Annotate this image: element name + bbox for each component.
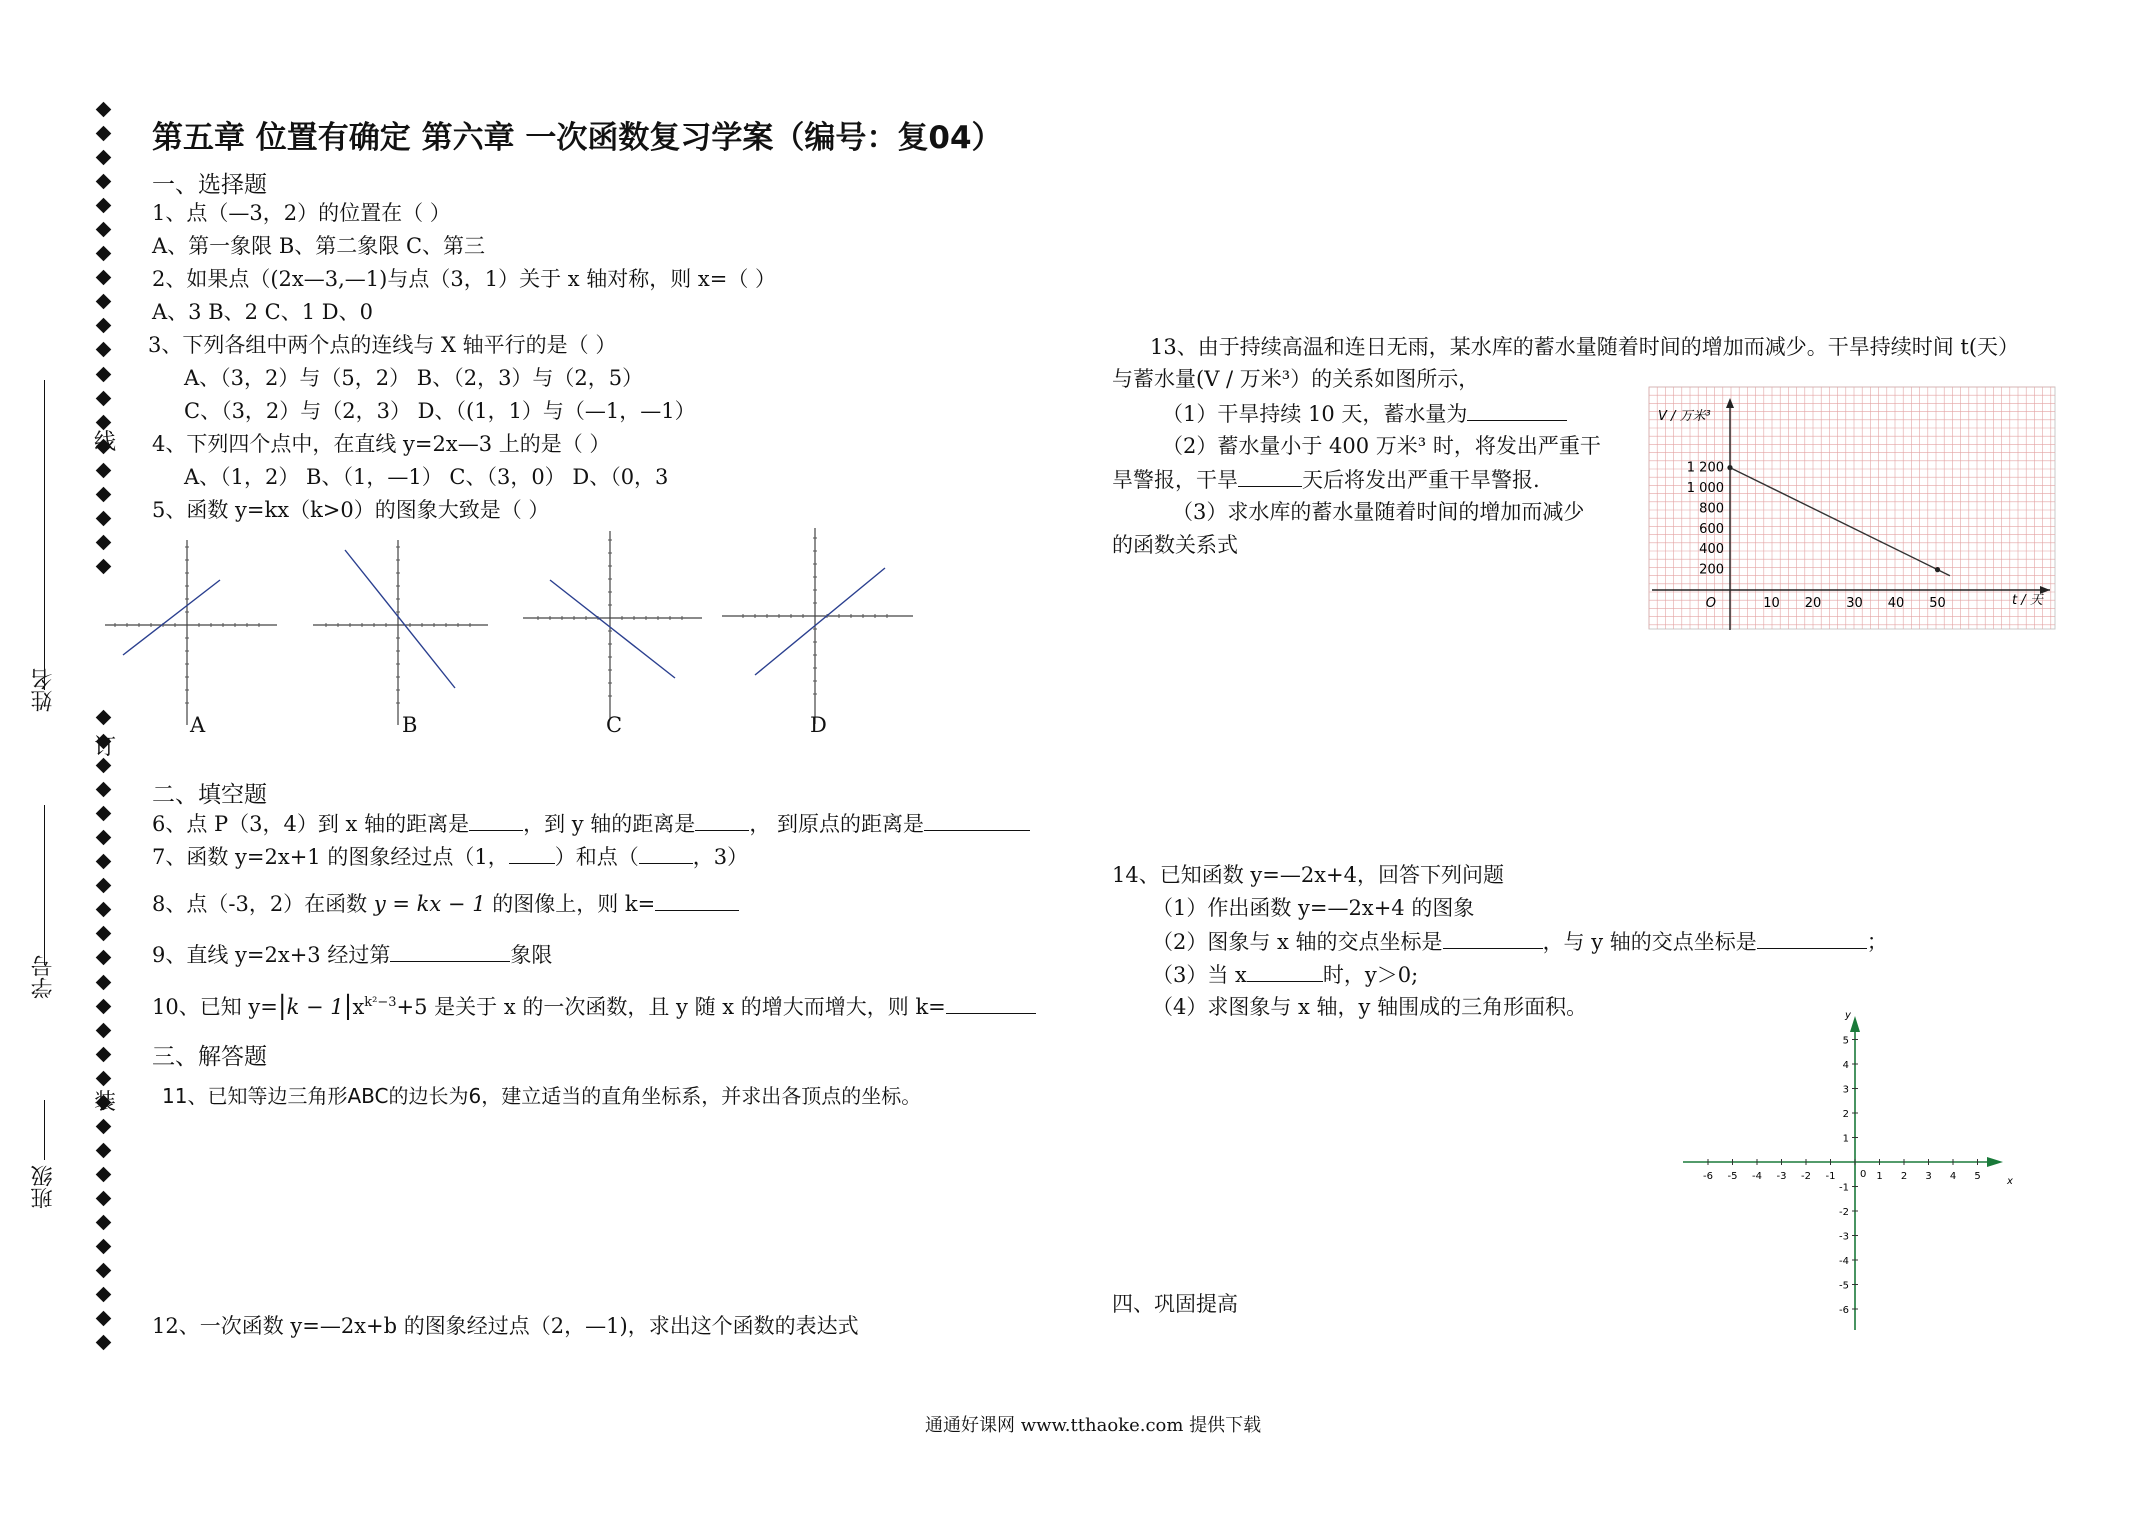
q14-x-tick-label: -4 <box>1752 1171 1762 1182</box>
q14-y-tick-label: -5 <box>1839 1280 1849 1292</box>
chart-x-tick-label: 50 <box>1929 596 1946 611</box>
chart-y-tick-label: 800 <box>1699 501 1724 517</box>
q14-y-tick-label: -3 <box>1839 1231 1849 1243</box>
q7-part-a: 7、函数 y=2x+1 的图象经过点（1， <box>152 845 509 869</box>
binding-diamond <box>95 486 111 502</box>
q14-x-tick-label: 1 <box>1876 1171 1883 1182</box>
q14-x-tick-label: -6 <box>1703 1171 1713 1182</box>
q14-p2-tail: ； <box>1866 930 1888 954</box>
q14-part4: （4）求图象与 x 轴，y 轴围成的三角形面积。 <box>1152 995 1588 1019</box>
binding-diamond <box>95 854 111 870</box>
binding-diamond <box>95 998 111 1014</box>
chart-y-tick-label: 200 <box>1699 562 1724 578</box>
chart-origin-label: O <box>1705 596 1716 611</box>
q7-part-b: ）和点（ <box>554 845 639 869</box>
binding-diamond <box>95 1239 111 1255</box>
binding-diamonds-top <box>92 104 117 585</box>
binding-diamond <box>95 318 111 334</box>
q13-p1-text: （1）干旱持续 10 天，蓄水量为 <box>1162 402 1468 426</box>
section4-heading: 四、巩固提高 <box>1112 1292 1238 1316</box>
q10-exponent: k²−3 <box>364 995 397 1010</box>
section1-heading: 一、选择题 <box>152 172 267 198</box>
binding-diamond <box>95 222 111 238</box>
chart-x-tick-label: 30 <box>1846 596 1863 611</box>
abs-bar-left: | <box>277 991 287 1021</box>
q4-options: A、（1，2） B、（1，—1） C、（3，0） D、（0，3 <box>184 465 669 489</box>
q13-part3b: 的函数关系式 <box>1112 533 1238 557</box>
q14-blank-3[interactable] <box>1247 961 1323 982</box>
q5-graph-line <box>550 580 675 678</box>
q13-p2-tail: 天后将发出严重干旱警报. <box>1302 468 1540 492</box>
chart-point-end <box>1935 567 1940 572</box>
q13-blank-1[interactable] <box>1467 400 1567 421</box>
q14-x-arrow <box>1987 1157 2003 1167</box>
chart-y-tick-label: 600 <box>1699 521 1724 537</box>
q13-line1: 13、由于持续高温和连日无雨，某水库的蓄水量随着时间的增加而减少。干旱持续时间 t(天） <box>1150 335 2020 359</box>
q1: 1、点（—3，2）的位置在（ ） <box>152 201 451 225</box>
binding-diamond <box>95 1263 111 1279</box>
binding-label-ding: 订 <box>94 735 117 760</box>
binding-diamond <box>95 126 111 142</box>
q14-x-tick-label: 4 <box>1949 1171 1957 1182</box>
student-no-line <box>44 805 45 965</box>
q1-options: A、第一象限 B、第二象限 C、第三 <box>152 234 486 258</box>
q14-p2-mid: ，与 y 轴的交点坐标是 <box>1542 930 1757 954</box>
q6-part-c: ， 到原点的距离是 <box>749 812 924 836</box>
q7-blank-1[interactable] <box>509 843 555 864</box>
q14-part1: （1）作出函数 y=—2x+4 的图象 <box>1152 896 1475 920</box>
q3-options-1: A、（3，2）与（5，2） B、（2，3）与（2，5） <box>184 366 644 390</box>
q5-graph-line <box>755 568 885 675</box>
q9-part-b: 象限 <box>510 943 553 967</box>
q14-y-tick-label: -6 <box>1839 1305 1849 1316</box>
q8-part-a: 8、点（-3，2）在函数 <box>152 892 368 916</box>
q14-x-label: x <box>2007 1176 2013 1187</box>
binding-diamond <box>95 950 111 966</box>
binding-diamond <box>95 806 111 822</box>
q13-part2a: （2）蓄水量小于 400 万米³ 时，将发出严重干 <box>1162 434 1601 458</box>
q8-expression: y = kx − 1 <box>373 892 486 916</box>
q14-y-tick-label: 2 <box>1842 1109 1849 1120</box>
binding-diamond <box>95 174 111 190</box>
q5-label-c: C <box>606 713 623 737</box>
q14-x-tick-label: -5 <box>1727 1171 1738 1182</box>
section3-heading: 三、解答题 <box>152 1044 267 1070</box>
chart-y-axis-label: V / 万米³ <box>1658 409 1711 424</box>
binding-diamond <box>95 1191 111 1207</box>
binding-diamond <box>95 246 111 262</box>
q13-p2-text: 旱警报，干旱 <box>1112 468 1238 492</box>
q12: 12、一次函数 y=—2x+b 的图象经过点（2，—1)，求出这个函数的表达式 <box>152 1314 859 1338</box>
q14-x-tick-label: -3 <box>1776 1171 1787 1182</box>
q14-blank-2[interactable] <box>1757 928 1867 949</box>
binding-diamond <box>95 270 111 286</box>
binding-diamond <box>95 1143 111 1159</box>
q14-y-tick-label: -4 <box>1839 1256 1849 1267</box>
binding-diamond <box>95 198 111 214</box>
binding-diamond <box>95 878 111 894</box>
q14-y-tick-label: 3 <box>1842 1084 1849 1096</box>
q14-y-tick-label: -2 <box>1839 1207 1849 1218</box>
binding-diamond <box>95 974 111 990</box>
q8-blank[interactable] <box>655 890 739 911</box>
q4: 4、下列四个点中，在直线 y=2x—3 上的是（ ） <box>152 432 611 456</box>
q5-label-b: B <box>402 713 418 737</box>
q11: 11、已知等边三角形ABC的边长为6，建立适当的直角坐标系，并求出各顶点的坐标。 <box>162 1084 922 1108</box>
q9-blank[interactable] <box>390 941 510 962</box>
q14-y-tick-label: 1 <box>1842 1133 1849 1145</box>
q6-part-a: 6、点 P（3，4）到 x 轴的距离是 <box>152 812 470 836</box>
binding-diamond <box>95 390 111 406</box>
binding-diamonds-bottom <box>92 712 117 1361</box>
q7 <box>152 843 748 870</box>
binding-diamond <box>95 1215 111 1231</box>
q5-label-a: A <box>190 713 206 737</box>
q5: 5、函数 y=kx（k>0）的图象大致是（ ） <box>152 498 550 522</box>
q13-part3a: （3）求水库的蓄水量随着时间的增加而减少 <box>1172 500 1585 524</box>
q14-x-tick-label: 5 <box>1974 1171 1981 1182</box>
q14-y-tick-label: -1 <box>1839 1182 1849 1194</box>
q14-p3-text: （3）当 x <box>1152 963 1247 987</box>
q14-origin-label: 0 <box>1860 1169 1867 1180</box>
chart-point-start <box>1727 465 1732 470</box>
q5-graph-line <box>123 580 220 655</box>
binding-diamond <box>95 150 111 166</box>
student-no-label: 学号 <box>31 955 56 999</box>
binding-diamond <box>95 1287 111 1303</box>
q6 <box>152 810 1030 837</box>
q14-p3-tail: 时，y＞0; <box>1322 963 1419 987</box>
q14-y-tick-label: 5 <box>1842 1035 1849 1047</box>
binding-label-xian: 线 <box>94 430 117 455</box>
binding-diamond <box>95 102 111 118</box>
binding-diamond <box>95 1311 111 1327</box>
binding-diamond <box>95 1335 111 1351</box>
name-line <box>44 380 45 690</box>
binding-diamond <box>95 1046 111 1062</box>
q3-options-2: C、（3，2）与（2，3） D、（(1，1）与（—1，—1） <box>184 399 696 423</box>
q13-part2b <box>1112 466 1540 493</box>
binding-diamond <box>95 830 111 846</box>
binding-diamond <box>95 1070 111 1086</box>
binding-diamond <box>95 462 111 478</box>
q13-line2: 与蓄水量(V / 万米³）的关系如图所示， <box>1112 367 1480 391</box>
q13-chart <box>1648 386 2058 632</box>
q7-part-c: ，3） <box>692 845 749 869</box>
footer: 通通好课网 www.tthaoke.com 提供下载 <box>925 1415 1262 1436</box>
binding-diamond <box>95 342 111 358</box>
name-label: 姓名 <box>31 668 56 712</box>
q14-x-tick-label: 2 <box>1900 1171 1908 1182</box>
q2-options: A、3 B、2 C、1 D、0 <box>152 300 373 324</box>
q10-part-a: 10、已知 y= <box>152 995 278 1019</box>
binding-diamond <box>95 926 111 942</box>
binding-diamond <box>95 1119 111 1135</box>
q6-part-b: ，到 y 轴的距离是 <box>523 812 696 836</box>
binding-diamond <box>95 511 111 527</box>
q3: 3、下列各组中两个点的连线与 X 轴平行的是（ ） <box>148 333 617 357</box>
q7-blank-2[interactable] <box>639 843 693 864</box>
abs-bar-right: | <box>343 991 353 1021</box>
binding-label-zhuang: 装 <box>94 1090 117 1115</box>
q9 <box>152 941 552 968</box>
q14-x-tick-label: -2 <box>1801 1171 1811 1182</box>
chart-y-tick-label: 1 000 <box>1686 481 1724 496</box>
q14-x-tick-label: -1 <box>1825 1171 1836 1182</box>
q14-x-tick-label: 3 <box>1925 1171 1932 1182</box>
binding-diamond <box>95 782 111 798</box>
chart-x-axis-label: t / 天 <box>2012 593 2043 608</box>
chart-y-tick-label: 400 <box>1699 542 1724 558</box>
binding-diamond <box>95 902 111 918</box>
q8 <box>152 890 739 917</box>
q13-blank-2[interactable] <box>1238 466 1302 487</box>
binding-diamond <box>95 1022 111 1038</box>
q10-part-b: +5 是关于 x 的一次函数，且 y 随 x 的增大而增大，则 k= <box>396 995 946 1019</box>
chart-x-tick-label: 40 <box>1887 596 1905 611</box>
q5-graphs <box>105 528 935 738</box>
q13-part1 <box>1162 400 1567 427</box>
class-line <box>44 1100 45 1160</box>
q14-blank-1[interactable] <box>1443 928 1543 949</box>
binding-diamond <box>95 294 111 310</box>
q6-blank-3[interactable] <box>924 810 1030 831</box>
q14-p2-text: （2）图象与 x 轴的交点坐标是 <box>1152 930 1443 954</box>
q14-part3 <box>1152 961 1418 988</box>
page-title: 第五章 位置有确定 第六章 一次函数复习学案（编号：复04） <box>152 120 1003 156</box>
q14-axes <box>1675 1010 2015 1345</box>
chart-y-tick-label: 1 200 <box>1686 460 1724 476</box>
q14-y-arrow <box>1850 1016 1860 1032</box>
q14-part2 <box>1152 928 1888 955</box>
q6-blank-1[interactable] <box>469 810 523 831</box>
chart-x-tick-label: 20 <box>1804 596 1822 611</box>
q14-intro: 14、已知函数 y=—2x+4，回答下列问题 <box>1112 863 1505 887</box>
q10 <box>152 990 1036 1020</box>
q10-x: x <box>352 995 365 1019</box>
q14-y-tick-label: 4 <box>1842 1060 1849 1071</box>
q8-part-b: 的图像上，则 k= <box>492 892 656 916</box>
q5-graph-line <box>345 550 455 688</box>
q10-blank[interactable] <box>946 993 1036 1014</box>
q5-label-d: D <box>810 713 827 737</box>
class-label: 班级 <box>31 1165 56 1209</box>
binding-diamond <box>95 1167 111 1183</box>
q14-y-label: y <box>1845 1010 1851 1021</box>
q6-blank-2[interactable] <box>695 810 749 831</box>
chart-x-tick-label: 10 <box>1763 596 1780 611</box>
q10-abs-expr: k − 1 <box>286 995 344 1019</box>
q9-part-a: 9、直线 y=2x+3 经过第 <box>152 943 391 967</box>
q2: 2、如果点（(2x—3,—1)与点（3，1）关于 x 轴对称，则 x=（ ） <box>152 267 777 291</box>
binding-diamond <box>95 366 111 382</box>
section2-heading: 二、填空题 <box>152 782 267 808</box>
